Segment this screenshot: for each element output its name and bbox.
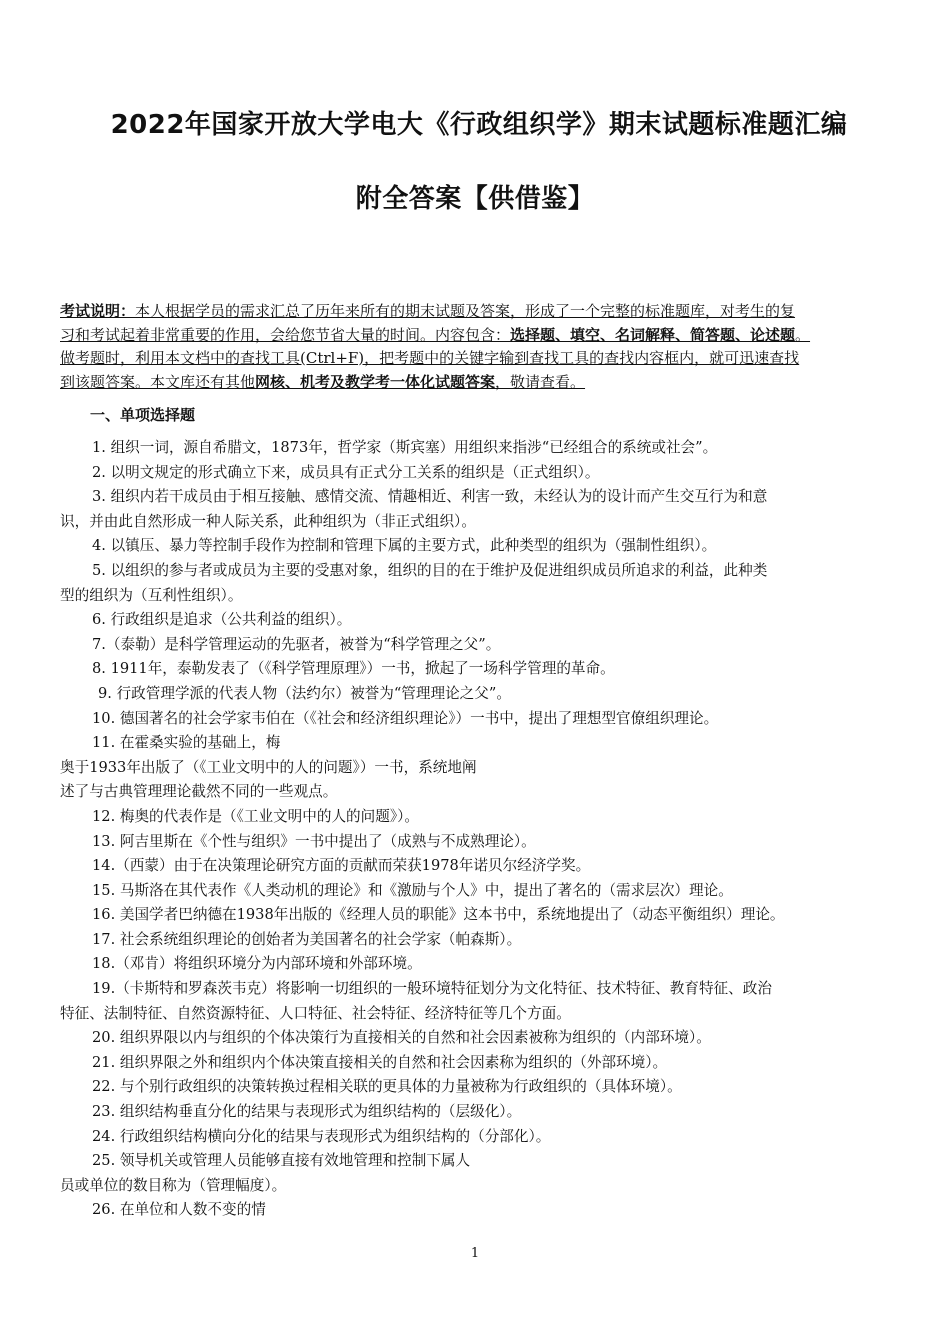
question-line: 9. 行政管理学派的代表人物（法约尔）被誉为“管理理论之父”。 — [98, 684, 511, 702]
page-number: 1 — [470, 1246, 480, 1261]
question-line: 22. 与个别行政组织的决策转换过程相关联的更具体的力量被称为行政组织的（具体环境）。 — [92, 1078, 682, 1096]
question-line: 7.（泰勒）是科学管理运动的先驱者，被誉为“科学管理之父”。 — [92, 635, 501, 653]
question-line: 19.（卡斯特和罗森茨韦克）将影响一切组织的一般环境特征划分为文化特征、技术特征、教育特征、政治 — [92, 980, 772, 998]
question-line: 述了与古典管理理论截然不同的一些观点。 — [60, 783, 338, 801]
question-line: 24. 行政组织结构横向分化的结果与表现形式为组织结构的（分部化）。 — [92, 1127, 551, 1145]
instructions-line-4: 到该题答案。本文库还有其他网核、机考及教学考一体化试题答案，敬请查看。 — [60, 372, 586, 391]
question-line: 特征、法制特征、自然资源特征、人口特征、社会特征、经济特征等几个方面。 — [60, 1004, 571, 1022]
question-line: 17. 社会系统组织理论的创始者为美国著名的社会学家（帕森斯）。 — [92, 930, 522, 948]
instructions-line-3: 做考题时，利用本文档中的查找工具(Ctrl+F)，把考题中的关键字输到查找工具的查找内容框内，就可迅速查找 — [60, 349, 800, 367]
question-line: 14.（西蒙）由于在决策理论研究方面的贡献而荣获1978年诺贝尔经济学奖。 — [92, 857, 591, 875]
question-line: 21. 组织界限之外和组织内个体决策直接相关的自然和社会因素称为组织的（外部环境）。 — [92, 1053, 668, 1071]
exam-instructions — [60, 300, 892, 394]
question-line: 3. 组织内若干成员由于相互接触、感情交流、情趣相近、利害一致，未经认为的设计而产生交互行为和意 — [92, 488, 768, 506]
question-line: 型的组织为（互利性组织）。 — [60, 586, 243, 604]
section-heading: 一、单项选择题 — [90, 406, 196, 424]
question-line: 奥于1933年出版了（《工业文明中的人的问题》）一书，系统地阐 — [60, 758, 477, 776]
instructions-line-1: 考试说明：本人根据学员的需求汇总了历年来所有的期末试题及答案，形成了一个完整的标准题库，对考生的复 — [60, 302, 796, 320]
question-line: 5. 以组织的参与者或成员为主要的受惠对象，组织的目的在于维护及促进组织成员所追求的利益，此种类 — [92, 561, 768, 579]
instructions-label: 考试说明： — [60, 302, 136, 320]
question-line: 8. 1911年，泰勒发表了（《科学管理原理》）一书，掀起了一场科学管理的革命。 — [92, 660, 615, 678]
question-line: 员或单位的数目称为（管理幅度）。 — [60, 1176, 287, 1194]
question-line: 10. 德国著名的社会学家韦伯在（《社会和经济组织理论》）一书中，提出了理想型官僚组织理论。 — [92, 709, 719, 727]
question-line: 13. 阿吉里斯在《个性与组织》一书中提出了（成熟与不成熟理论）。 — [92, 832, 536, 850]
question-line: 1. 组织一词，源自希腊文，1873年，哲学家（斯宾塞）用组织来指涉“已经组合的系统或社会”。 — [92, 439, 718, 456]
question-line: 12. 梅奥的代表作是（《工业文明中的人的问题》）。 — [92, 807, 420, 825]
question-line: 23. 组织结构垂直分化的结果与表现形式为组织结构的（层级化）。 — [92, 1103, 522, 1121]
document-title-line-1: 2022年国家开放大学电大《行政组织学》期末试题标准题汇编 — [110, 110, 848, 140]
question-line: 26. 在单位和人数不变的情 — [92, 1201, 266, 1219]
question-line: 16. 美国学者巴纳德在1938年出版的《经理人员的职能》这本书中，系统地提出了（动态平衡组织）理论。 — [92, 906, 785, 924]
question-line: 15. 马斯洛在其代表作《人类动机的理论》和《激励与个人》中，提出了著名的（需求层次）理论。 — [92, 881, 733, 899]
question-line: 20. 组织界限以内与组织的个体决策行为直接相关的自然和社会因素被称为组织的（内部环境）。 — [92, 1029, 711, 1047]
question-line: 2. 以明文规定的形式确立下来，成员具有正式分工关系的组织是（正式组织）。 — [92, 463, 600, 481]
question-list — [60, 436, 898, 1223]
question-line: 4. 以镇压、暴力等控制手段作为控制和管理下属的主要方式，此种类型的组织为（强制性组织）。 — [92, 537, 717, 555]
question-line: 18.（邓肯）将组织环境分为内部环境和外部环境。 — [92, 955, 422, 973]
document-title-line-2: 附全答案【供借鉴】 — [355, 184, 595, 214]
question-line: 25. 领导机关或管理人员能够直接有效地管理和控制下属人 — [92, 1152, 471, 1170]
question-line: 识，并由此自然形成一种人际关系，此种组织为（非正式组织）。 — [60, 512, 476, 530]
instructions-line-2: 习和考试起着非常重要的作用，会给您节省大量的时间。内容包含：选择题、填空、名词解释、简答题、论述题。 — [60, 325, 811, 344]
question-line: 11. 在霍桑实验的基础上，梅 — [92, 734, 281, 752]
question-line: 6. 行政组织是追求（公共利益的组织）。 — [92, 611, 352, 629]
